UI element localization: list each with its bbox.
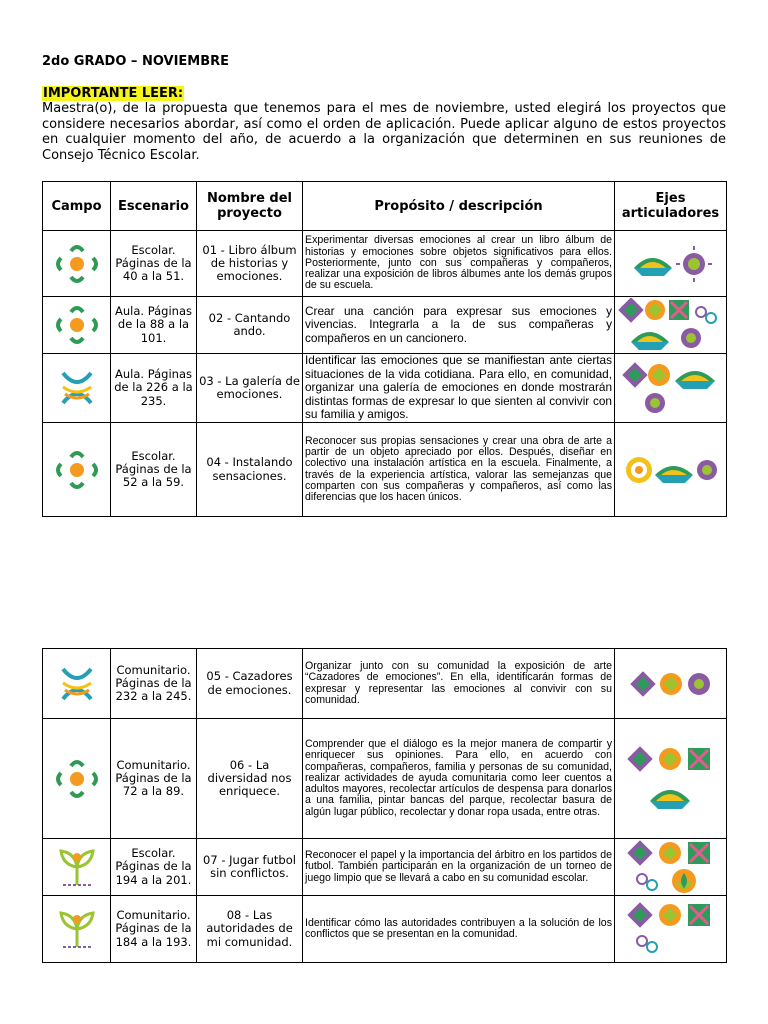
- campo-cell: [43, 839, 111, 896]
- table-row: [43, 839, 727, 896]
- header-escenario: Escenario: [111, 182, 197, 231]
- lotus-icon: [672, 869, 696, 893]
- ejes-cell: [615, 354, 727, 423]
- proposito-cell: Comprender que el diálogo es la mejor manera de compartir y enriquecer sus opiniones. Para ello, en acuerdo con compañeras, compañeros, familia y personas de su comunidad, realizar actividades de ayuda comunitaria como leer cuentos a adultos mayores, recolectar artículos de despensa para donarlos a una familia, pintar bancas del parque, recolectar basura de algún lugar público, recolectar y donar ropa usada, entre otras.: [303, 719, 615, 839]
- header-nombre: Nombre del proyecto: [197, 182, 303, 231]
- gender-icon: [637, 936, 657, 952]
- proposito-cell: Crear una canción para expresar sus emociones y vivencias. Integrarla a la de sus compañeras y compañeros en un cancionero.: [303, 297, 615, 354]
- fan-icon: [634, 258, 672, 276]
- people-circle-icon: [55, 663, 99, 705]
- ejes-cell: [615, 297, 727, 354]
- nombre-cell: 02 - Cantando ando.: [197, 297, 303, 354]
- gender-icon: [696, 307, 716, 323]
- escenario-cell: Aula. Páginas de la 226 a la 235.: [111, 354, 197, 423]
- gender-icon: [637, 874, 657, 890]
- table-header-row: [43, 182, 727, 231]
- people-circle-icon: [55, 367, 99, 409]
- nombre-cell: 07 - Jugar futbol sin conflictos.: [197, 839, 303, 896]
- escenario-cell: Comunitario. Páginas de la 184 a la 193.: [111, 896, 197, 963]
- ejes-group: [629, 668, 713, 700]
- proposito-cell: Identificar cómo las autoridades contribuyen a la solución de los conflictos que se presentan en la comunidad.: [303, 896, 615, 963]
- diamond-circle-icon: [645, 300, 665, 320]
- puzzle-icon: [627, 902, 652, 927]
- escenario-cell: Escolar. Páginas de la 52 a la 59.: [111, 423, 197, 517]
- fan-icon: [655, 466, 693, 483]
- diamond-circle-icon: [648, 364, 670, 386]
- proposito-cell: Identificar las emociones que se manifiestan ante ciertas situaciones de la vida cotidiana. Para ello, en comunidad, organizar una galería de emociones en donde mostrarán distintas formas de expresar lo que sienten al convivir con su familia y amigos.: [303, 354, 615, 423]
- proposito-cell: Reconocer sus propias sensaciones y crear una obra de arte a partir de un objeto apreciado por ellos. Después, diseñar en colectivo una instalación artística en la escuela. Finalmente, a través de la experiencia artística, valorar las semejanzas que comparten con sus compañeras y compañeros, así como las diferencias que los hacen únicos.: [303, 423, 615, 517]
- x-square-icon: [688, 842, 710, 864]
- diamond-circle-icon: [659, 842, 681, 864]
- ejes-cell: [615, 649, 727, 719]
- x-square-icon: [688, 904, 710, 926]
- proposito-cell: Experimentar diversas emociones al crear un libro álbum de historias y emociones sobre objetos significativos para ellos. Posteriormente, junto con sus compañeras y compañeros, realizar una exposición de libros álbumes ante los demás grupos de su escuela.: [303, 231, 615, 297]
- table-row: [43, 297, 727, 354]
- escenario-cell: Comunitario. Páginas de la 72 a la 89.: [111, 719, 197, 839]
- puzzle-icon: [627, 840, 652, 865]
- escenario-cell: Aula. Páginas de la 88 a la 101.: [111, 297, 197, 354]
- virus-icon: [697, 460, 717, 480]
- ejes-group: [628, 244, 714, 284]
- diamond-circle-icon: [659, 748, 681, 770]
- table-row: [43, 354, 727, 423]
- x-square-icon: [688, 748, 710, 770]
- nombre-cell: 03 - La galería de emociones.: [197, 354, 303, 423]
- diamond-circle-icon: [660, 673, 682, 695]
- campo-cell: [43, 297, 111, 354]
- escenario-cell: Escolar. Páginas de la 40 a la 51.: [111, 231, 197, 297]
- diamond-circle-icon: [659, 904, 681, 926]
- ejes-group: [621, 359, 721, 417]
- campo-cell: [43, 231, 111, 297]
- puzzle-icon: [622, 362, 647, 387]
- virus-icon: [645, 393, 665, 413]
- puzzle-icon: [618, 298, 643, 323]
- ejes-cell: [615, 719, 727, 839]
- virus-icon: [681, 328, 701, 348]
- virus-icon: [688, 673, 710, 695]
- fan-icon: [675, 371, 715, 389]
- escenario-cell: Comunitario. Páginas de la 232 a la 245.: [111, 649, 197, 719]
- ejes-cell: [615, 839, 727, 896]
- document-title: 2do GRADO – NOVIEMBRE: [42, 54, 230, 69]
- important-label: IMPORTANTE LEER:: [43, 86, 184, 101]
- nombre-cell: 01 - Libro álbum de historias y emociones.: [197, 231, 303, 297]
- ejes-group: [617, 298, 725, 352]
- fan-icon: [631, 332, 669, 350]
- ejes-group: [626, 901, 716, 957]
- ejes-cell: [615, 423, 727, 517]
- intro-paragraph: Maestra(o), de la propuesta que tenemos para el mes de noviembre, usted elegirá los proyectos que considere necesarios abordar, así como el orden de aplicación. Puede aplicar alguno de estos proyectos en cualquier momento del año, de acuerdo a la organización que determinen en sus reuniones de Consejo Técnico Escolar.: [42, 101, 726, 163]
- projects-table-1: [42, 181, 727, 517]
- nombre-cell: 08 - Las autoridades de mi comunidad.: [197, 896, 303, 963]
- sprout-icon: [57, 907, 97, 951]
- proposito-cell: Reconocer el papel y la importancia del árbitro en los partidos de futbol. También participarán en la organización de un torneo de juego limpio que se llevará a cabo en su comunidad escolar.: [303, 839, 615, 896]
- campo-cell: [43, 896, 111, 963]
- ejes-group: [626, 839, 716, 895]
- fan-icon: [650, 790, 690, 809]
- ejes-cell: [615, 231, 727, 297]
- spiral-icon: [626, 457, 652, 483]
- nombre-cell: 04 - Instalando sensaciones.: [197, 423, 303, 517]
- sprout-icon: [57, 845, 97, 889]
- ejes-group: [623, 453, 719, 487]
- table-row: [43, 423, 727, 517]
- puzzle-icon: [627, 746, 652, 771]
- campo-cell: [43, 354, 111, 423]
- puzzle-icon: [630, 671, 655, 696]
- flower-face-icon: [55, 759, 99, 799]
- nombre-cell: 05 - Cazadores de emociones.: [197, 649, 303, 719]
- flower-face-icon: [55, 244, 99, 284]
- table-row: [43, 649, 727, 719]
- x-square-icon: [669, 300, 689, 320]
- proposito-cell: Organizar junto con su comunidad la exposición de arte “Cazadores de emociones”. En ella, identificarán formas de expresar y representar las emociones al convivir con su comunidad.: [303, 649, 615, 719]
- flower-face-icon: [55, 305, 99, 345]
- header-proposito: Propósito / descripción: [303, 182, 615, 231]
- header-campo: Campo: [43, 182, 111, 231]
- projects-table-2: [42, 648, 727, 963]
- ejes-cell: [615, 896, 727, 963]
- header-ejes: Ejes articuladores: [615, 182, 727, 231]
- campo-cell: [43, 649, 111, 719]
- ejes-group: [626, 745, 716, 813]
- escenario-cell: Escolar. Páginas de la 194 a la 201.: [111, 839, 197, 896]
- nombre-cell: 06 - La diversidad nos enriquece.: [197, 719, 303, 839]
- virus-icon: [676, 246, 712, 282]
- table-row: [43, 231, 727, 297]
- table-row: [43, 896, 727, 963]
- campo-cell: [43, 719, 111, 839]
- table-row: [43, 719, 727, 839]
- flower-face-icon: [55, 450, 99, 490]
- campo-cell: [43, 423, 111, 517]
